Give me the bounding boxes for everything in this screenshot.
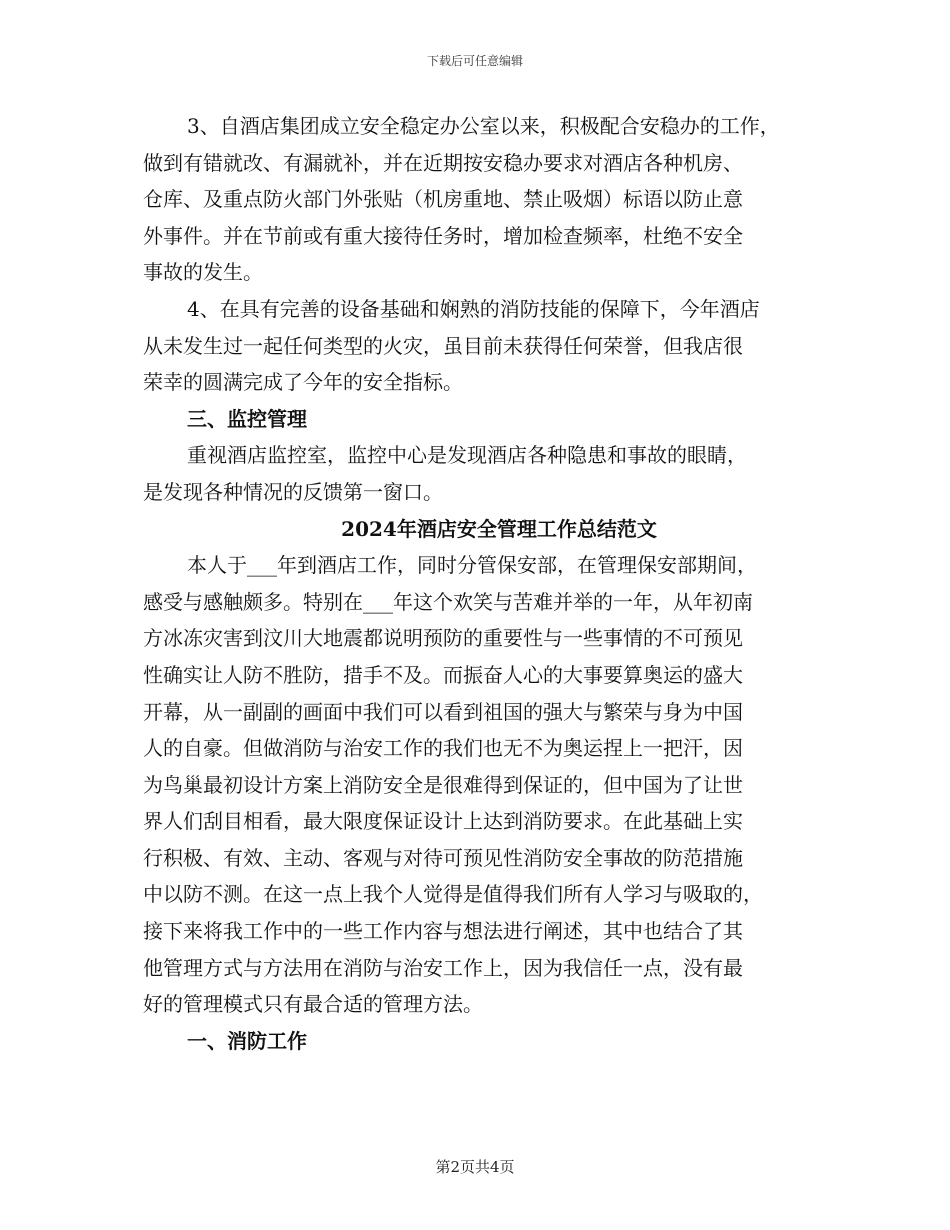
paragraph-line: 4、在具有完善的设备基础和娴熟的消防技能的保障下，今年酒店 bbox=[187, 296, 760, 321]
paragraph-line: 仓库、及重点防火部门外张贴（机房重地、禁止吸烟）标语以防止意 bbox=[143, 187, 743, 212]
paragraph-line: 接下来将我工作中的一些工作内容与想法进行阐述，其中也结合了其 bbox=[143, 919, 743, 944]
section-heading-fire-work: 一、消防工作 bbox=[187, 1028, 307, 1053]
page-footer-number: 第2页共4页 bbox=[435, 1158, 515, 1176]
paragraph-line: 他管理方式与方法用在消防与治安工作上，因为我信任一点，没有最 bbox=[143, 955, 743, 980]
paragraph-line: 本人于___年到酒店工作，同时分管保安部，在管理保安部期间， bbox=[187, 553, 757, 578]
paragraph-line: 从未发生过一起任何类型的火灾，虽目前未获得任何荣誉，但我店很 bbox=[143, 333, 743, 358]
paragraph-line: 人的自豪。但做消防与治安工作的我们也无不为奥运捏上一把汗，因 bbox=[143, 736, 743, 761]
paragraph-line: 重视酒店监控室，监控中心是发现酒店各种隐患和事故的眼睛， bbox=[187, 443, 747, 468]
paragraph-line: 是发现各种情况的反馈第一窗口。 bbox=[143, 479, 443, 504]
paragraph-line: 方冰冻灾害到汶川大地震都说明预防的重要性与一些事情的不可预见 bbox=[143, 626, 743, 651]
page-header-note: 下载后可任意编辑 bbox=[426, 54, 523, 68]
paragraph-line: 界人们刮目相看，最大限度保证设计上达到消防要求。在此基础上实 bbox=[143, 809, 743, 834]
paragraph-line: 事故的发生。 bbox=[143, 260, 263, 285]
paragraph-line: 性确实让人防不胜防，措手不及。而振奋人心的大事要算奥运的盛大 bbox=[143, 662, 743, 687]
paragraph-line: 开幕，从一副副的画面中我们可以看到祖国的强大与繁荣与身为中国 bbox=[143, 699, 743, 724]
paragraph-line: 好的管理模式只有最合适的管理方法。 bbox=[143, 992, 483, 1017]
paragraph-line: 外事件。并在节前或有重大接待任务时，增加检查频率，杜绝不安全 bbox=[143, 223, 743, 248]
document-body bbox=[143, 108, 815, 1059]
paragraph-line: 为鸟巢最初设计方案上消防安全是很难得到保证的，但中国为了让世 bbox=[143, 772, 743, 797]
paragraph-line: 行积极、有效、主动、客观与对待可预见性消防安全事故的防范措施 bbox=[143, 845, 743, 870]
paragraph-line: 感受与感触颇多。特别在___年这个欢笑与苦难并举的一年，从年初南 bbox=[143, 589, 753, 614]
paragraph-line: 做到有错就改、有漏就补，并在近期按安稳办要求对酒店各种机房、 bbox=[143, 150, 743, 175]
document-title: 2024年酒店安全管理工作总结范文 bbox=[341, 516, 657, 541]
paragraph-line: 中以防不测。在这一点上我个人觉得是值得我们所有人学习与吸取的， bbox=[143, 882, 763, 907]
paragraph-line: 3、自酒店集团成立安全稳定办公室以来，积极配合安稳办的工作， bbox=[187, 114, 780, 138]
section-heading-monitoring: 三、监控管理 bbox=[187, 406, 307, 431]
paragraph-line: 荣幸的圆满完成了今年的安全指标。 bbox=[143, 370, 463, 395]
